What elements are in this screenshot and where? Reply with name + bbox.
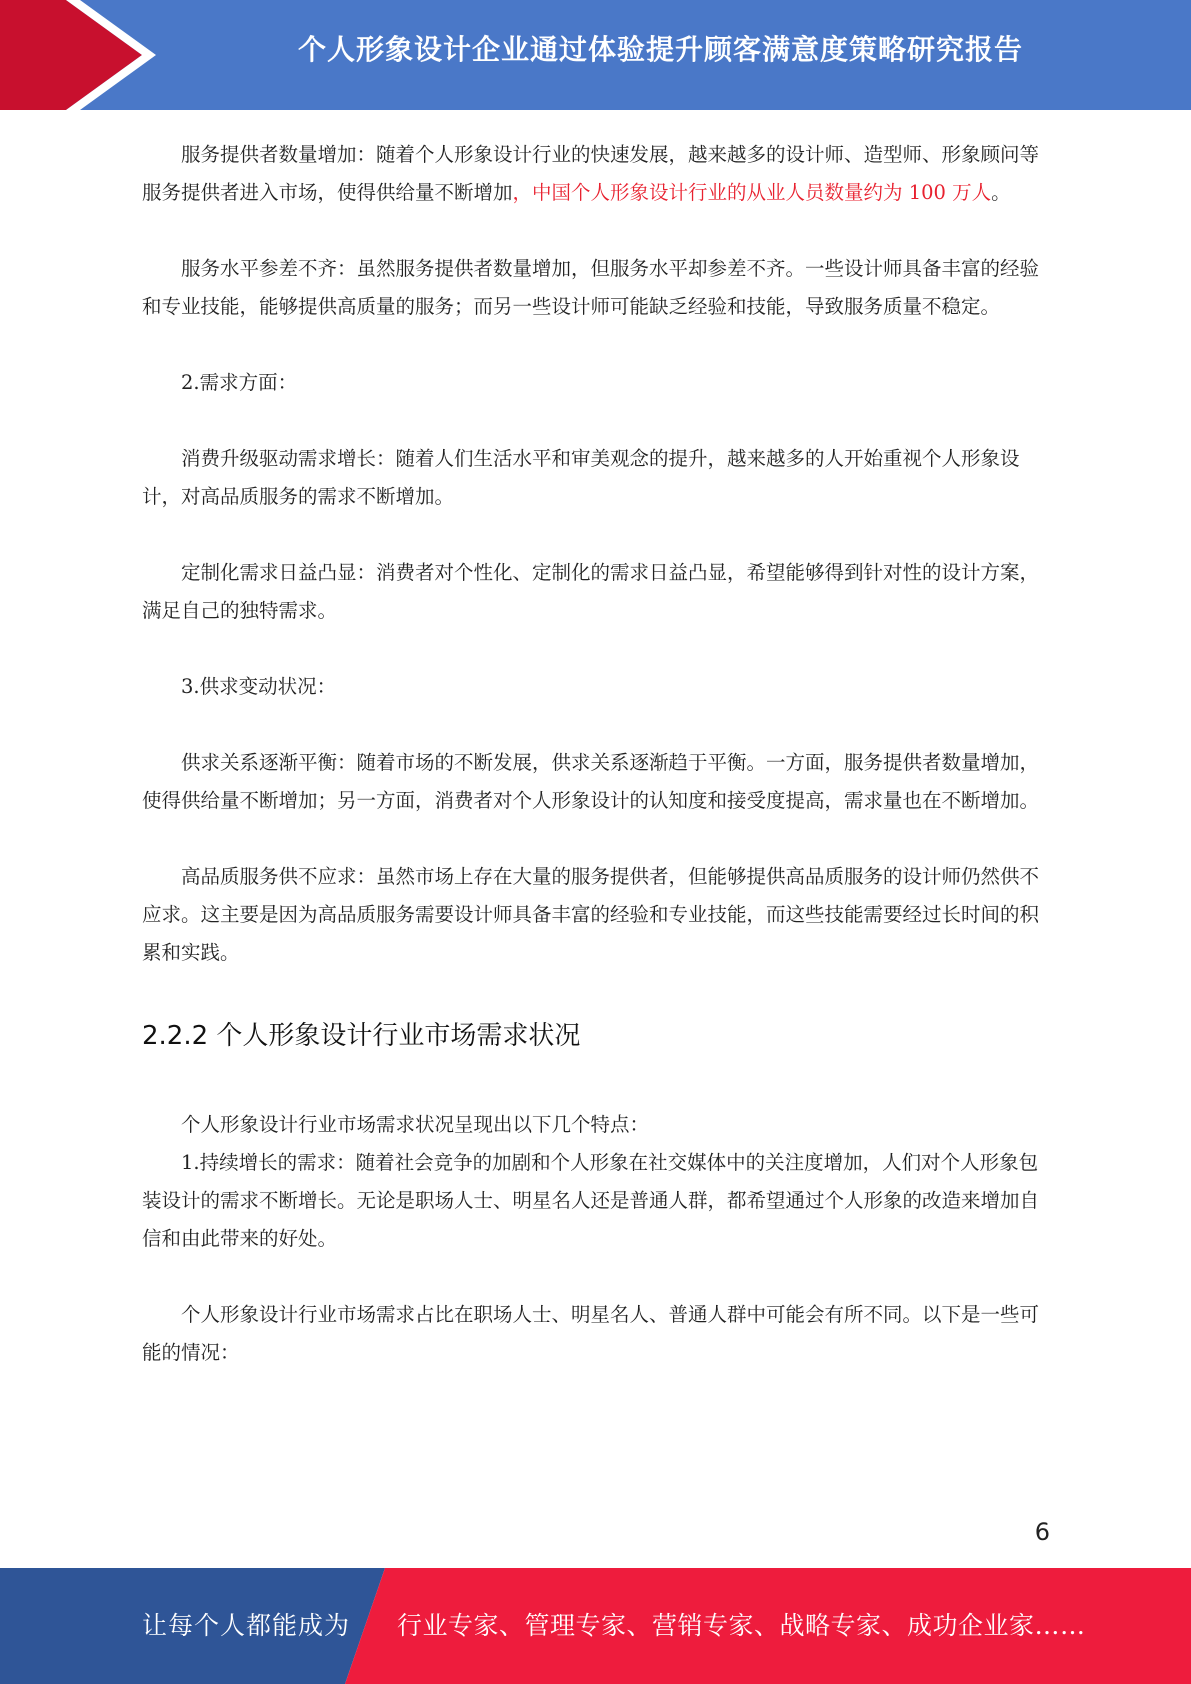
highlighted-statistic: ，中国个人形象设计行业的从业人员数量约为 100 万人 <box>512 181 992 204</box>
page-footer <box>0 1568 1191 1684</box>
paragraph-high-quality: 高品质服务供不应求：虽然市场上存在大量的服务提供者，但能够提供高品质服务的设计师仍然供不应求。这主要是因为高品质服务需要设计师具备丰富的经验和专业技能，而这些技能需要经过长时间的积累和实践。 <box>142 865 1040 964</box>
document-body <box>142 136 1047 1372</box>
paragraph-demand-share: 个人形象设计行业市场需求占比在职场人士、明星名人、普通人群中可能会有所不同。以下是一些可能的情况： <box>142 1303 1040 1364</box>
subsection-supply-demand: 3.供求变动状况： <box>181 675 337 698</box>
header-red-arrow <box>0 0 142 110</box>
paragraph-customization: 定制化需求日益凸显：消费者对个性化、定制化的需求日益凸显，希望能够得到针对性的设计方案，满足自己的独特需求。 <box>142 561 1040 622</box>
paragraph-end: 。 <box>991 181 1011 204</box>
paragraph-text: 服务提供者数量增加：随着个人形象设计行业的快速发展，越来越多的设计师、造型师、形象顾问等服务提供者进入市场，使得供给量不断增加 <box>142 143 1040 204</box>
paragraph-supply-increase <box>142 136 1047 212</box>
page-header <box>0 0 1191 110</box>
footer-slogan-left: 让每个人都能成为 <box>142 1611 351 1640</box>
paragraph-features-intro: 个人形象设计行业市场需求状况呈现出以下几个特点： <box>181 1113 650 1136</box>
subsection-demand: 2.需求方面： <box>181 371 298 394</box>
paragraph-service-level: 服务水平参差不齐：虽然服务提供者数量增加，但服务水平却参差不齐。一些设计师具备丰富的经验和专业技能，能够提供高质量的服务；而另一些设计师可能缺乏经验和技能，导致服务质量不稳定。 <box>142 257 1040 318</box>
page-number: 6 <box>1034 1518 1050 1546</box>
section-heading: 2.2.2 个人形象设计行业市场需求状况 <box>142 1021 581 1051</box>
document-title: 个人形象设计企业通过体验提升顾客满意度策略研究报告 <box>297 33 1023 66</box>
paragraph-consumption-upgrade: 消费升级驱动需求增长：随着人们生活水平和审美观念的提升，越来越多的人开始重视个人形象设计，对高品质服务的需求不断增加。 <box>142 447 1020 508</box>
paragraph-balance: 供求关系逐渐平衡：随着市场的不断发展，供求关系逐渐趋于平衡。一方面，服务提供者数量增加，使得供给量不断增加；另一方面，消费者对个人形象设计的认知度和接受度提高，需求量也在不断增加。 <box>142 751 1040 812</box>
paragraph-growing-demand: 1.持续增长的需求：随着社会竞争的加剧和个人形象在社交媒体中的关注度增加，人们对个人形象包装设计的需求不断增长。无论是职场人士、明星名人还是普通人群，都希望通过个人形象的改造来增加自信和由此带来的好处。 <box>142 1151 1040 1250</box>
footer-slogan-right: 行业专家、管理专家、营销专家、战略专家、成功企业家…… <box>397 1611 1086 1640</box>
